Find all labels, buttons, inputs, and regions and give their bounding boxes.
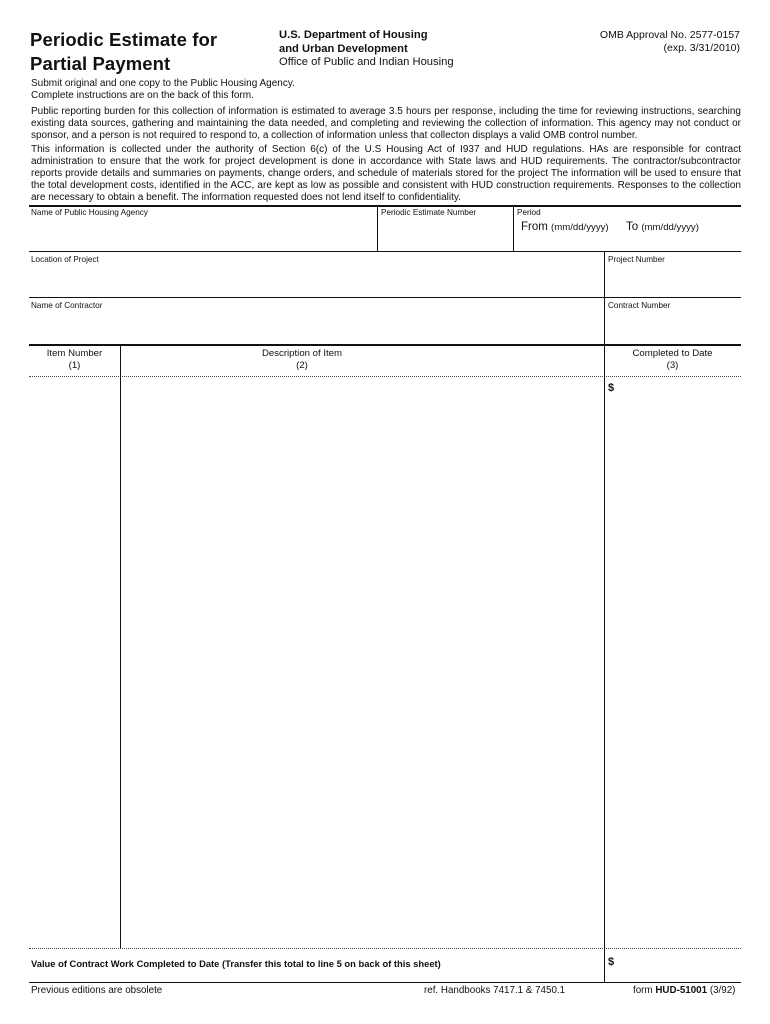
omb-approval (600, 29, 740, 54)
agency-line1: U.S. Department of Housing (279, 29, 428, 41)
col3-title: Completed to Date (632, 348, 713, 359)
row-rule-2 (29, 297, 741, 298)
to-format: (mm/dd/yyyy) (641, 222, 699, 233)
period-from-field[interactable] (521, 221, 609, 233)
complete-line: Complete instructions are on the back of this form. (31, 89, 254, 101)
burden-statement: Public reporting burden for this collection of information is estimated to average 3.5 hours per response, including the time for reviewing instructions, searching existing data sources, gathering and maintaining the data needed, and completing and reviewing the collection of information. This agency may not conduct or sponsor, and a person is not required to respond to, a collection of information unless that collecton displays a valid OMB control number. (31, 106, 741, 141)
form-title-line2: Partial Payment (30, 53, 171, 74)
item-number-column[interactable] (29, 378, 119, 947)
authority-statement: This information is collected under the authority of Section 6(c) of the U.S Housing Act of I937 and HUD regulations. HAs are responsible for contract administration to ensure that the work for project development is done in accordance with State laws and HUD requirements. The contractor/subcontractor reports provide details and summaries on payments, change orders, and schedule of materials stored for the project The information will be used to ensure that the total development costs, identified in the ACC, are kept as low as possible and consistent with HUD construction requirements. Responses to the collection are necessary to obtain a benefit. The information requested does not lend itself to confidentiality. (31, 144, 741, 203)
total-bottom-rule (29, 982, 741, 983)
submit-line: Submit original and one copy to the Public Housing Agency. (31, 78, 295, 89)
to-label: To (626, 221, 639, 233)
from-format: (mm/dd/yyyy) (551, 222, 609, 233)
currency-symbol: $ (608, 382, 615, 394)
form-number (633, 985, 735, 997)
col2-title: Description of Item (262, 348, 342, 359)
agency-line3: Office of Public and Indian Housing (279, 56, 454, 68)
col-item-number-header (29, 348, 120, 371)
form-title (30, 28, 217, 76)
total-top-rule (29, 948, 741, 949)
location-field[interactable]: Location of Project (31, 255, 99, 264)
omb-number: OMB Approval No. 2577-0157 (599, 29, 740, 41)
total-label: Value of Contract Work Completed to Date (Transfer this total to line 5 on back of this sheet) (31, 958, 441, 969)
handbook-reference: ref. Handbooks 7417.1 & 7450.1 (424, 985, 566, 996)
divider-estimate (377, 206, 378, 251)
pha-name-field[interactable]: Name of Public Housing Agency (31, 208, 148, 217)
from-label: From (521, 221, 548, 233)
contract-number-field[interactable]: Contract Number (608, 301, 671, 310)
omb-expiration: (exp. 3/31/2010) (663, 41, 740, 54)
row-rule-1 (29, 251, 741, 252)
estimate-number-field[interactable]: Periodic Estimate Number (381, 208, 477, 217)
agency-line2: and Urban Development (279, 42, 408, 55)
obsolete-notice: Previous editions are obsolete (31, 985, 163, 996)
project-number-field[interactable]: Project Number (608, 255, 665, 264)
form-title-line1: Periodic Estimate for (30, 29, 218, 50)
table-top-rule (29, 344, 741, 346)
col1-title: Item Number (46, 348, 103, 359)
period-to-field[interactable] (626, 221, 699, 233)
col-description-header (120, 348, 484, 371)
period-label: Period (517, 208, 541, 217)
form-id: HUD-51001 (655, 985, 708, 996)
completed-column[interactable] (605, 378, 741, 947)
submit-instructions (31, 78, 741, 102)
divider-numbers (604, 251, 605, 345)
form-prefix: form (633, 985, 653, 996)
col3-number: (3) (666, 359, 679, 371)
form-date: (3/92) (709, 985, 736, 996)
total-currency-symbol: $ (608, 956, 615, 968)
col-completed-header (604, 348, 741, 371)
table-header-rule (29, 376, 741, 377)
col2-number: (2) (296, 359, 308, 371)
divider-period (513, 206, 514, 251)
total-value-field[interactable] (618, 950, 741, 981)
description-column[interactable] (121, 378, 603, 947)
contractor-field[interactable]: Name of Contractor (31, 301, 103, 310)
form-top-rule (29, 205, 741, 207)
col1-number: (1) (68, 359, 81, 371)
agency-block (279, 29, 454, 70)
